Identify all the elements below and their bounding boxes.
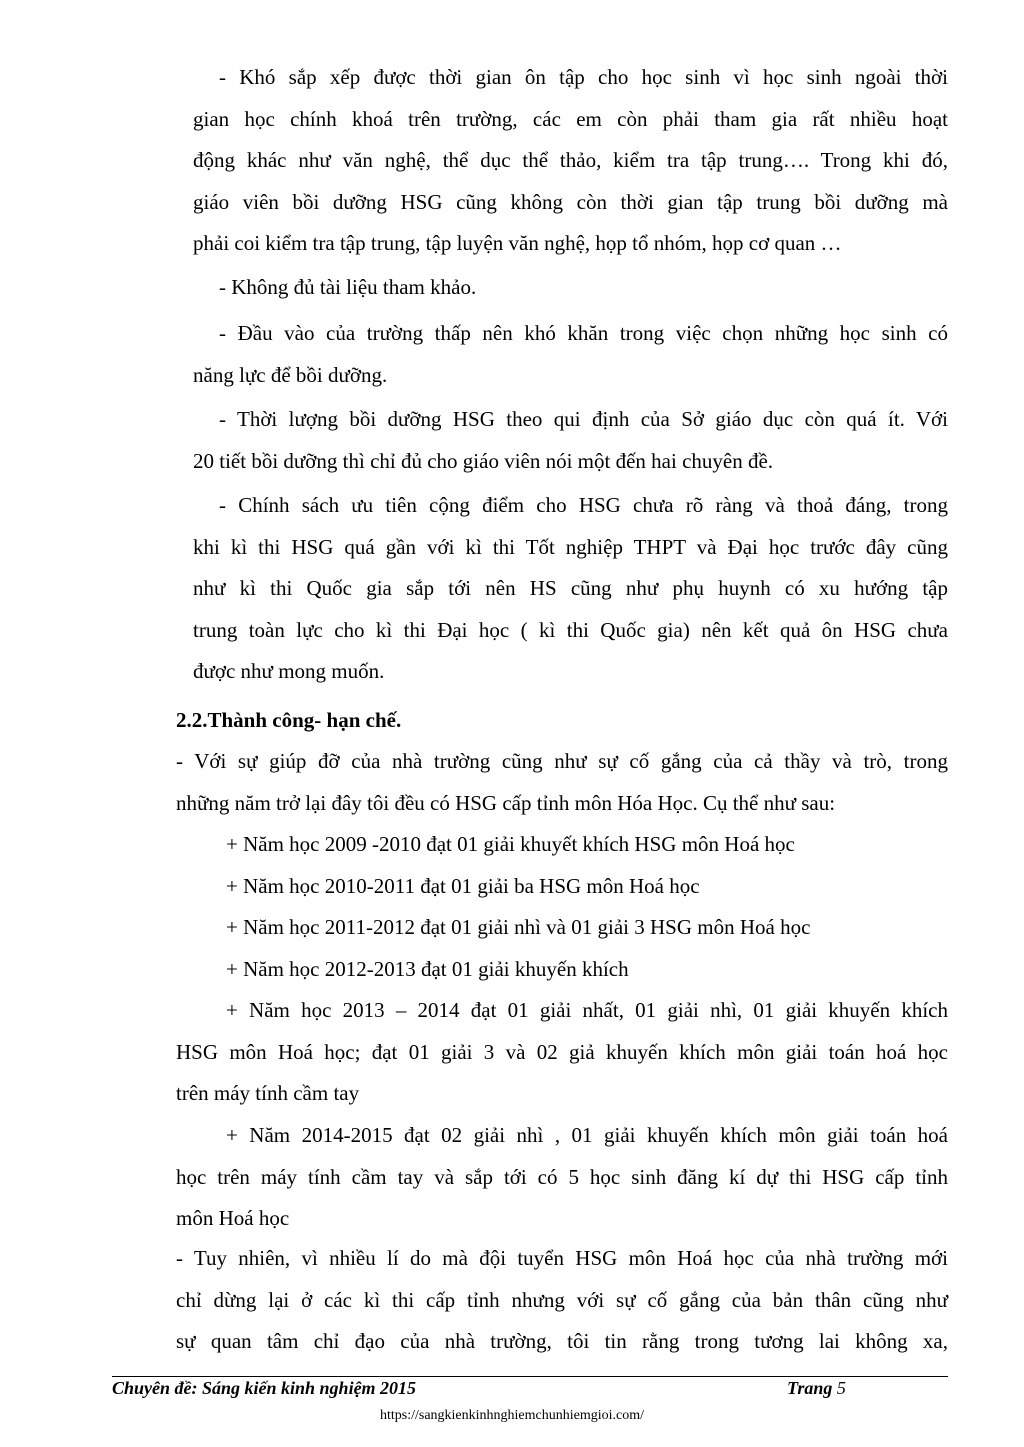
text-line: khi kì thi HSG quá gần với kì thi Tốt nghiệp THPT và Đại học trước đây cũng [193,534,948,559]
text-line: học trên máy tính cầm tay và sắp tới có 5 học sinh đăng kí dự thi HSG cấp tỉnh [176,1164,948,1189]
text-line: trên máy tính cầm tay [176,1081,360,1106]
paragraph-references [193,267,948,309]
text-line: + Năm học 2013 – 2014 đạt 01 giải nhất, 01 giải nhì, 01 giải khuyến khích [226,998,948,1022]
text-line: giáo viên bồi dưỡng HSG cũng không còn thời gian tập trung bồi dưỡng mà [193,189,948,214]
text-line: - Với sự giúp đỡ của nhà trường cũng như sự cố gắng của cả thầy và trò, trong [176,749,948,773]
result-item-2013 [176,990,948,1115]
text-line: + Năm học 2009 -2010 đạt 01 giải khuyết khích HSG môn Hoá học [226,832,795,856]
text-line: + Năm học 2011-2012 đạt 01 giải nhì và 01 giải 3 HSG môn Hoá học [226,915,811,939]
paragraph-time-difficulty [193,57,948,265]
footer-page [787,1378,846,1399]
text-line: trung toàn lực cho kì thi Đại học ( kì thi Quốc gia) nên kết quả ôn HSG chưa [193,617,948,642]
text-line: môn Hoá học [176,1206,290,1231]
text-line: động khác như văn nghệ, thể dục thể thảo, kiểm tra tập trung…. Trong khi đó, [193,148,948,173]
result-item-2012 [176,949,948,991]
text-line: sự quan tâm chỉ đạo của nhà trường, tôi tin rằng trong tương lai không xa, [176,1329,948,1354]
paragraph-intake [193,313,948,396]
footer-title: Chuyên đề: Sáng kiến kinh nghiệm 2015 [112,1378,417,1398]
text-line: - Tuy nhiên, vì nhiều lí do mà đội tuyển HSG môn Hoá học của nhà trường mới [176,1246,948,1270]
text-line: - Thời lượng bồi dưỡng HSG theo qui định của Sở giáo dục còn quá ít. Với [219,407,948,431]
paragraph-intro-results [176,741,948,824]
text-line: - Không đủ tài liệu tham khảo. [219,275,477,299]
page-label: Trang [787,1378,833,1398]
text-line: - Đầu vào của trường thấp nên khó khăn trong việc chọn những học sinh có [219,321,948,345]
text-line: - Chính sách ưu tiên cộng điểm cho HSG chưa rõ ràng và thoả đáng, trong [219,493,948,517]
paragraph-policy [193,485,948,693]
page-number: 5 [836,1378,846,1398]
text-line: - Khó sắp xếp được thời gian ôn tập cho học sinh vì học sinh ngoài thời [219,65,948,89]
footer-url[interactable]: https://sangkienkinhnghiemchunhiemgioi.com/ [379,1408,645,1423]
paragraph-duration [193,399,948,482]
text-line: phải coi kiểm tra tập trung, tập luyện văn nghệ, họp tổ nhóm, họp cơ quan … [193,231,842,256]
result-item-2009 [176,824,948,866]
text-line: + Năm 2014-2015 đạt 02 giải nhì , 01 giải khuyến khích môn giải toán hoá [226,1123,948,1147]
section-heading: 2.2.Thành công- hạn chế. [176,708,402,732]
text-line: những năm trở lại đây tôi đều có HSG cấp tỉnh môn Hóa Học. Cụ thể như sau: [176,790,836,815]
text-line: gian học chính khoá trên trường, các em còn phải tham gia rất nhiều hoạt [193,106,948,131]
text-line: được như mong muốn. [193,659,385,684]
text-line: 20 tiết bồi dưỡng thì chỉ đủ cho giáo viên nói một đến hai chuyên đề. [193,448,774,473]
text-line: + Năm học 2010-2011 đạt 01 giải ba HSG môn Hoá học [226,874,700,898]
text-line: như kì thi Quốc gia sắp tới nên HS cũng như phụ huynh có xu hướng tập [193,576,948,601]
text-line: chỉ dừng lại ở các kì thi cấp tỉnh nhưng với sự cố gắng của bản thân cũng như [176,1287,948,1312]
result-item-2010 [176,866,948,908]
result-item-2014 [176,1115,948,1240]
result-item-2011 [176,907,948,949]
text-line: + Năm học 2012-2013 đạt 01 giải khuyến khích [226,957,629,981]
text-line: năng lực để bồi dưỡng. [193,362,388,387]
text-line: HSG môn Hoá học; đạt 01 giải 3 và 02 giả khuyến khích môn giải toán hoá học [176,1039,948,1064]
paragraph-conclusion [176,1238,948,1363]
footer-divider [112,1376,948,1377]
